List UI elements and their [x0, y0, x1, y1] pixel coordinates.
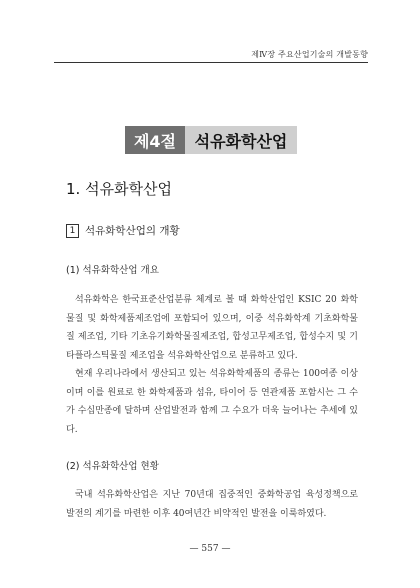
paragraph: 석유화학은 한국표준산업분류 체계로 볼 때 화학산업인 KSIC 20 화학물질 및 화학제품제조업에 포함되어 있으며, 이중 석유화학계 기초화학물질 제조업, 기타 기초유기화학물질제조업, 합성고무제조업, 합성수지 및 기타플라스틱물질 제조업을 석유화학산업으로 분류하고 있다. — [66, 295, 358, 361]
item-heading-status: (2) 석유화학산업 현황 — [66, 461, 159, 472]
chapter-number: 제4절 — [125, 126, 185, 154]
running-header: 제Ⅳ장 주요산업기술의 개발동향 — [251, 50, 368, 59]
chapter-title: 석유화학산업 — [185, 126, 297, 154]
header-rule — [54, 62, 368, 63]
section-heading: 1. 석유화학산업 — [66, 180, 173, 198]
subsection-heading — [66, 223, 180, 238]
chapter-banner — [125, 126, 297, 154]
body-text-overview — [66, 291, 358, 439]
paragraph: 국내 석유화학산업은 지난 70년대 집중적인 중화학공업 육성정책으로 발전의 계기를 마련한 이후 40여년간 비약적인 발전을 이룩하였다. — [66, 490, 358, 519]
subsection-number-box: 1 — [66, 224, 79, 238]
page-number: — 557 — — [189, 544, 231, 554]
paragraph: 현재 우리나라에서 생산되고 있는 석유화학제품의 종류는 100여종 이상이며 이를 원료로 한 화학제품과 섬유, 타이어 등 연관제품 포함시는 그 수가 수십만종에 달하며 산업발전과 함께 그 수요가 더욱 늘어나는 추세에 있다. — [66, 369, 358, 435]
subsection-title: 석유화학산업의 개황 — [85, 225, 180, 237]
body-text-status — [66, 486, 358, 523]
item-heading-overview: (1) 석유화학산업 개요 — [66, 265, 159, 276]
